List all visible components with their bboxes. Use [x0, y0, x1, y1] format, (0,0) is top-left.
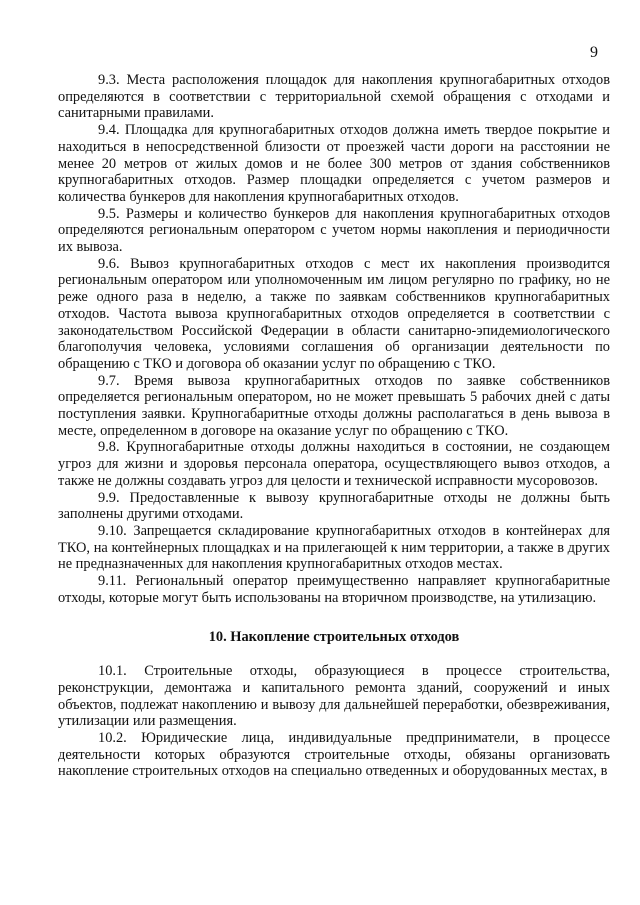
paragraph-10-2: 10.2. Юридические лица, индивидуальные предприниматели, в процессе деятельности которых образуются строительные отходы, обязаны организовать накопление строительных отходов на специально отведенных и оборудованных местах, в: [58, 730, 610, 780]
document-body: [58, 72, 610, 780]
paragraph-9-9: 9.9. Предоставленные к вывозу крупногабаритные отходы не должны быть заполнены другими отходами.: [58, 489, 610, 523]
page-number: 9: [590, 44, 598, 61]
paragraph-9-8: 9.8. Крупногабаритные отходы должны находиться в состоянии, не создающем угроз для жизни и здоровья персонала оператора, осуществляющего вывоз отходов, а также не должны создавать угроз для целости и технической исправности мусоровозов.: [58, 439, 610, 489]
paragraph-9-3: 9.3. Места расположения площадок для накопления крупногабаритных отходов определяются в соответствии с территориальной схемой обращения с отходами и санитарными правилами.: [58, 72, 610, 122]
paragraph-9-11: 9.11. Региональный оператор преимущественно направляет крупногабаритные отходы, которые могут быть использованы на вторичном производстве, на утилизацию.: [58, 573, 610, 606]
paragraph-9-6: 9.6. Вывоз крупногабаритных отходов с мест их накопления производится региональным оператором или уполномоченным им лицом регулярно по графику, но не реже одного раза в неделю, а также по заявкам собственников крупногабаритных отходов. Частота вывоза крупногабаритных отходов определяется в соответствии с законодательством Российской Федерации в области санитарно-эпидемиологического благополучия человека, условиями соглашения об организации деятельности по обращению с ТКО и договора об оказании услуг по обращению с ТКО.: [58, 255, 610, 372]
paragraph-9-10: 9.10. Запрещается складирование крупногабаритных отходов в контейнерах для ТКО, на контейнерных площадках и на прилегающей к ним территории, а также в других не предназначенных для накопления крупногабаритных отходов местах.: [58, 522, 610, 573]
paragraph-10-1: 10.1. Строительные отходы, образующиеся в процессе строительства, реконструкции, демонтажа и капитального ремонта зданий, сооружений и иных объектов, подлежат накоплению и вывозу для дальнейшей переработки, обезвреживания, утилизации или размещения.: [58, 663, 610, 730]
paragraph-9-7: 9.7. Время вывоза крупногабаритных отходов по заявке собственников определяется региональным оператором, но не может превышать 5 рабочих дней с даты поступления заявки. Крупногабаритные отходы должны располагаться в день вывоза в месте, определенном в договоре на оказание услуг по обращению с ТКО.: [58, 372, 610, 439]
section-heading: 10. Накопление строительных отходов: [208, 628, 460, 645]
paragraph-9-4: 9.4. Площадка для крупногабаритных отходов должна иметь твердое покрытие и находиться в непосредственной близости от проезжей части дороги на расстоянии не менее 20 метров от жилых домов и не более 300 метров от здания собственников крупногабаритных отходов. Размер площадки определяется с учетом размеров и количества бункеров для накопления крупногабаритных отходов.: [58, 122, 610, 205]
paragraph-9-5: 9.5. Размеры и количество бункеров для накопления крупногабаритных отходов определяются региональным оператором с учетом нормы накопления и периодичности их вывоза.: [58, 205, 610, 256]
